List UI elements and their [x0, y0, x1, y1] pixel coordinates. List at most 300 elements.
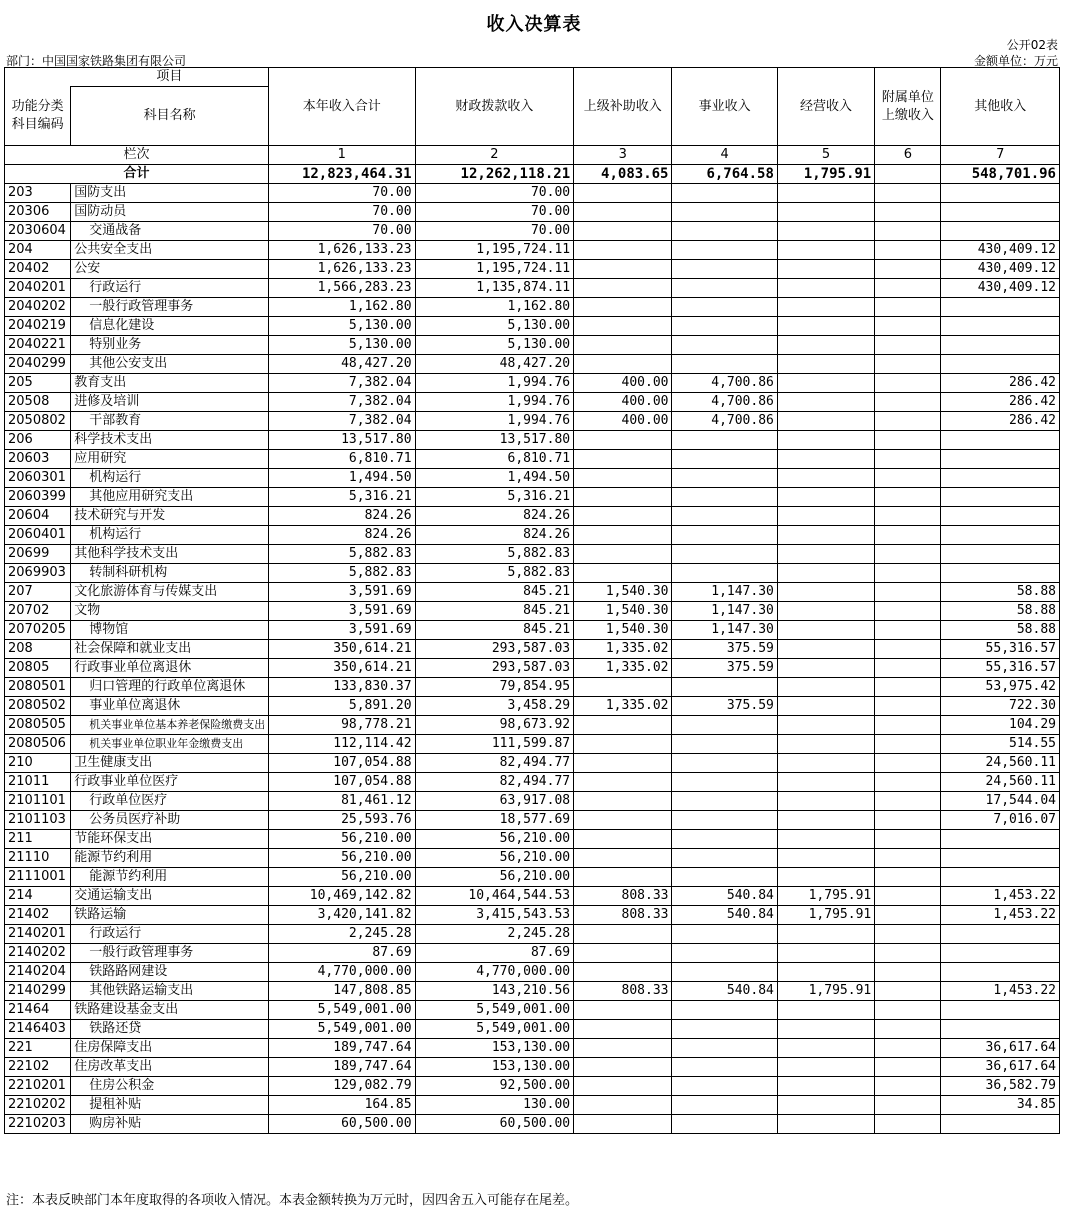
- row-value: [672, 222, 777, 241]
- row-value: [574, 507, 672, 526]
- row-value: 63,917.08: [415, 792, 574, 811]
- row-name: 一般行政管理事务: [71, 944, 269, 963]
- row-value: [574, 203, 672, 222]
- row-value: 3,420,141.82: [268, 906, 415, 925]
- row-value: [875, 507, 941, 526]
- row-value: [875, 1077, 941, 1096]
- row-code: 2080501: [5, 678, 71, 697]
- row-name: 行政事业单位离退休: [71, 659, 269, 678]
- row-value: [941, 944, 1060, 963]
- row-value: [875, 697, 941, 716]
- row-code: 211: [5, 830, 71, 849]
- row-code: 2040299: [5, 355, 71, 374]
- row-value: [875, 868, 941, 887]
- row-name: 博物馆: [71, 621, 269, 640]
- row-value: 1,494.50: [268, 469, 415, 488]
- row-value: 1,335.02: [574, 697, 672, 716]
- row-value: 808.33: [574, 906, 672, 925]
- row-value: 3,415,543.53: [415, 906, 574, 925]
- row-value: 514.55: [941, 735, 1060, 754]
- row-value: [777, 849, 874, 868]
- row-value: 5,130.00: [415, 317, 574, 336]
- row-value: [941, 317, 1060, 336]
- row-value: 133,830.37: [268, 678, 415, 697]
- row-code: 2069903: [5, 564, 71, 583]
- row-value: [875, 583, 941, 602]
- row-value: [574, 469, 672, 488]
- row-value: [875, 1020, 941, 1039]
- row-code: 2210203: [5, 1115, 71, 1134]
- row-code: 204: [5, 241, 71, 260]
- row-code: 21011: [5, 773, 71, 792]
- row-name: 事业单位离退休: [71, 697, 269, 716]
- row-value: [941, 450, 1060, 469]
- row-value: 375.59: [672, 697, 777, 716]
- row-value: [875, 602, 941, 621]
- row-value: [941, 564, 1060, 583]
- row-value: [574, 1001, 672, 1020]
- row-value: 104.29: [941, 716, 1060, 735]
- row-code: 22102: [5, 1058, 71, 1077]
- row-value: 286.42: [941, 412, 1060, 431]
- row-value: 56,210.00: [415, 868, 574, 887]
- row-value: [672, 754, 777, 773]
- row-value: [777, 564, 874, 583]
- row-value: [941, 830, 1060, 849]
- row-value: [574, 868, 672, 887]
- row-value: 1,162.80: [415, 298, 574, 317]
- table-row: [5, 507, 1060, 526]
- row-value: [574, 830, 672, 849]
- row-value: [672, 868, 777, 887]
- row-code: 2050802: [5, 412, 71, 431]
- row-name: 进修及培训: [71, 393, 269, 412]
- row-value: 5,130.00: [268, 317, 415, 336]
- row-value: [875, 431, 941, 450]
- row-value: 1,994.76: [415, 393, 574, 412]
- row-code: 2030604: [5, 222, 71, 241]
- row-value: 1,626,133.23: [268, 260, 415, 279]
- table-row: [5, 811, 1060, 830]
- row-value: [777, 640, 874, 659]
- header-col3: 上级补助收入: [574, 68, 672, 146]
- row-value: 7,382.04: [268, 412, 415, 431]
- table-row: [5, 469, 1060, 488]
- row-value: 350,614.21: [268, 640, 415, 659]
- row-code: 20402: [5, 260, 71, 279]
- row-value: 1,540.30: [574, 621, 672, 640]
- table-row: [5, 678, 1060, 697]
- row-name: 特别业务: [71, 336, 269, 355]
- row-value: [574, 792, 672, 811]
- row-value: [672, 944, 777, 963]
- row-value: 18,577.69: [415, 811, 574, 830]
- row-value: 107,054.88: [268, 773, 415, 792]
- row-value: 60,500.00: [415, 1115, 574, 1134]
- row-value: [875, 184, 941, 203]
- row-value: 130.00: [415, 1096, 574, 1115]
- header-name: 科目名称: [71, 87, 269, 146]
- header-code: 功能分类科目编码: [5, 87, 71, 146]
- row-name: 能源节约利用: [71, 868, 269, 887]
- table-row: [5, 374, 1060, 393]
- row-code: 206: [5, 431, 71, 450]
- row-value: 6,810.71: [415, 450, 574, 469]
- row-code: 2146403: [5, 1020, 71, 1039]
- row-code: 2040201: [5, 279, 71, 298]
- table-row: [5, 317, 1060, 336]
- row-value: 808.33: [574, 982, 672, 1001]
- row-value: [875, 887, 941, 906]
- row-value: 3,458.29: [415, 697, 574, 716]
- row-value: [941, 1020, 1060, 1039]
- row-value: [574, 1115, 672, 1134]
- row-value: [672, 792, 777, 811]
- row-value: 48,427.20: [268, 355, 415, 374]
- row-value: 808.33: [574, 887, 672, 906]
- row-code: 2070205: [5, 621, 71, 640]
- row-name: 转制科研机构: [71, 564, 269, 583]
- row-value: [777, 754, 874, 773]
- row-value: 5,549,001.00: [268, 1001, 415, 1020]
- table-row: [5, 412, 1060, 431]
- amount-unit-label: 金额单位：万元: [973, 54, 1058, 68]
- row-value: [672, 849, 777, 868]
- row-value: [875, 1001, 941, 1020]
- row-value: [875, 260, 941, 279]
- row-value: [941, 222, 1060, 241]
- row-value: 143,210.56: [415, 982, 574, 1001]
- row-value: 1,795.91: [777, 982, 874, 1001]
- row-value: 82,494.77: [415, 754, 574, 773]
- row-name: 行政运行: [71, 925, 269, 944]
- row-value: [875, 203, 941, 222]
- row-name: 社会保障和就业支出: [71, 640, 269, 659]
- row-value: [574, 678, 672, 697]
- form-number: 公开02表: [1006, 38, 1058, 52]
- row-value: [875, 716, 941, 735]
- row-value: 824.26: [415, 507, 574, 526]
- total-value: 4,083.65: [574, 165, 672, 184]
- row-value: 70.00: [268, 222, 415, 241]
- row-value: 6,810.71: [268, 450, 415, 469]
- row-value: [574, 431, 672, 450]
- row-value: [875, 488, 941, 507]
- row-name: 公务员医疗补助: [71, 811, 269, 830]
- row-value: [875, 393, 941, 412]
- row-value: 98,778.21: [268, 716, 415, 735]
- row-value: 286.42: [941, 374, 1060, 393]
- row-value: 55,316.57: [941, 640, 1060, 659]
- row-value: [574, 773, 672, 792]
- row-value: [672, 925, 777, 944]
- row-value: [777, 526, 874, 545]
- row-value: [777, 678, 874, 697]
- row-value: [574, 735, 672, 754]
- row-value: [574, 1020, 672, 1039]
- row-value: 375.59: [672, 659, 777, 678]
- row-value: 36,617.64: [941, 1039, 1060, 1058]
- row-value: 3,591.69: [268, 621, 415, 640]
- row-name: 行政单位医疗: [71, 792, 269, 811]
- row-value: [574, 317, 672, 336]
- row-value: 1,994.76: [415, 412, 574, 431]
- row-value: [941, 545, 1060, 564]
- row-value: [672, 450, 777, 469]
- row-value: 1,626,133.23: [268, 241, 415, 260]
- row-name: 购房补贴: [71, 1115, 269, 1134]
- row-code: 2210202: [5, 1096, 71, 1115]
- table-row: [5, 868, 1060, 887]
- row-value: [941, 1115, 1060, 1134]
- table-row: [5, 792, 1060, 811]
- row-name: 其他应用研究支出: [71, 488, 269, 507]
- row-code: 208: [5, 640, 71, 659]
- row-value: 153,130.00: [415, 1039, 574, 1058]
- row-code: 210: [5, 754, 71, 773]
- row-value: [574, 526, 672, 545]
- row-value: [777, 469, 874, 488]
- row-value: [672, 564, 777, 583]
- row-value: [672, 1039, 777, 1058]
- row-code: 2060301: [5, 469, 71, 488]
- total-label: 合计: [5, 165, 269, 184]
- row-value: [777, 1020, 874, 1039]
- table-row: [5, 336, 1060, 355]
- row-value: 7,016.07: [941, 811, 1060, 830]
- row-name: 其他铁路运输支出: [71, 982, 269, 1001]
- row-value: [875, 1115, 941, 1134]
- table-row: [5, 906, 1060, 925]
- column-number-row: [5, 146, 1060, 165]
- row-value: [941, 336, 1060, 355]
- row-value: 5,316.21: [415, 488, 574, 507]
- row-value: [574, 1096, 672, 1115]
- row-value: [574, 336, 672, 355]
- column-number: 7: [941, 146, 1060, 165]
- row-code: 20603: [5, 450, 71, 469]
- row-code: 2210201: [5, 1077, 71, 1096]
- row-name: 铁路建设基金支出: [71, 1001, 269, 1020]
- row-value: [941, 298, 1060, 317]
- row-value: [941, 1001, 1060, 1020]
- total-row: [5, 165, 1060, 184]
- row-value: 430,409.12: [941, 241, 1060, 260]
- column-number-label: 栏次: [5, 146, 269, 165]
- column-number: 4: [672, 146, 777, 165]
- row-value: [875, 1096, 941, 1115]
- row-value: 1,453.22: [941, 906, 1060, 925]
- row-value: 87.69: [415, 944, 574, 963]
- row-value: [875, 298, 941, 317]
- row-value: 58.88: [941, 602, 1060, 621]
- row-value: [777, 279, 874, 298]
- row-name: 铁路运输: [71, 906, 269, 925]
- table-row: [5, 1020, 1060, 1039]
- row-value: 189,747.64: [268, 1039, 415, 1058]
- row-value: [672, 678, 777, 697]
- row-value: [875, 925, 941, 944]
- header-row-item: [5, 68, 1060, 87]
- row-value: [941, 868, 1060, 887]
- table-row: [5, 450, 1060, 469]
- row-value: [777, 602, 874, 621]
- table-row: [5, 184, 1060, 203]
- row-value: 3,591.69: [268, 602, 415, 621]
- row-value: [941, 526, 1060, 545]
- row-code: 205: [5, 374, 71, 393]
- row-value: [777, 1001, 874, 1020]
- row-value: [941, 488, 1060, 507]
- row-code: 207: [5, 583, 71, 602]
- row-code: 2080506: [5, 735, 71, 754]
- row-name: 住房改革支出: [71, 1058, 269, 1077]
- row-value: 3,591.69: [268, 583, 415, 602]
- column-number: 3: [574, 146, 672, 165]
- row-value: 540.84: [672, 906, 777, 925]
- row-value: [672, 545, 777, 564]
- row-value: [777, 697, 874, 716]
- row-code: 2080502: [5, 697, 71, 716]
- row-value: 56,210.00: [268, 830, 415, 849]
- row-value: [574, 944, 672, 963]
- row-value: [777, 507, 874, 526]
- row-value: [574, 564, 672, 583]
- row-value: [777, 716, 874, 735]
- row-value: [574, 1077, 672, 1096]
- row-value: 87.69: [268, 944, 415, 963]
- table-row: [5, 526, 1060, 545]
- row-value: 107,054.88: [268, 754, 415, 773]
- row-value: 1,162.80: [268, 298, 415, 317]
- row-value: [875, 621, 941, 640]
- row-value: [672, 811, 777, 830]
- row-value: [875, 545, 941, 564]
- table-row: [5, 241, 1060, 260]
- row-value: [672, 1077, 777, 1096]
- row-code: 203: [5, 184, 71, 203]
- row-value: 5,549,001.00: [268, 1020, 415, 1039]
- row-value: [941, 355, 1060, 374]
- table-row: [5, 944, 1060, 963]
- row-value: 10,464,544.53: [415, 887, 574, 906]
- row-value: 70.00: [268, 184, 415, 203]
- row-code: 2060399: [5, 488, 71, 507]
- row-value: 56,210.00: [268, 849, 415, 868]
- row-value: [875, 735, 941, 754]
- row-value: 129,082.79: [268, 1077, 415, 1096]
- department-label: 部门：中国国家铁路集团有限公司: [6, 54, 187, 68]
- row-value: [875, 336, 941, 355]
- row-value: [875, 830, 941, 849]
- row-code: 21464: [5, 1001, 71, 1020]
- row-value: [574, 545, 672, 564]
- header-col7: 其他收入: [941, 68, 1060, 146]
- table-row: [5, 564, 1060, 583]
- row-code: 20702: [5, 602, 71, 621]
- row-value: [941, 203, 1060, 222]
- table-row: [5, 754, 1060, 773]
- table-row: [5, 982, 1060, 1001]
- header-col4: 事业收入: [672, 68, 777, 146]
- row-value: 845.21: [415, 621, 574, 640]
- row-value: [777, 830, 874, 849]
- row-value: 5,882.83: [415, 545, 574, 564]
- row-value: 400.00: [574, 393, 672, 412]
- column-number: 5: [777, 146, 874, 165]
- row-value: [777, 488, 874, 507]
- row-value: 24,560.11: [941, 773, 1060, 792]
- row-value: [777, 792, 874, 811]
- row-code: 2101103: [5, 811, 71, 830]
- row-value: [672, 279, 777, 298]
- row-value: 1,195,724.11: [415, 260, 574, 279]
- row-value: 1,335.02: [574, 659, 672, 678]
- row-value: [574, 811, 672, 830]
- row-name: 科学技术支出: [71, 431, 269, 450]
- row-value: 286.42: [941, 393, 1060, 412]
- row-value: [574, 925, 672, 944]
- row-code: 2140204: [5, 963, 71, 982]
- row-name: 节能环保支出: [71, 830, 269, 849]
- column-number: 2: [415, 146, 574, 165]
- header-col6: 附属单位上缴收入: [875, 68, 941, 146]
- row-value: [941, 925, 1060, 944]
- row-value: [875, 526, 941, 545]
- row-name: 能源节约利用: [71, 849, 269, 868]
- row-name: 机关事业单位职业年金缴费支出: [71, 735, 269, 754]
- row-name: 文化旅游体育与传媒支出: [71, 583, 269, 602]
- row-value: [875, 222, 941, 241]
- row-value: [777, 583, 874, 602]
- row-value: [777, 944, 874, 963]
- row-value: [875, 1058, 941, 1077]
- row-value: [777, 1115, 874, 1134]
- row-value: [672, 773, 777, 792]
- row-value: 56,210.00: [268, 868, 415, 887]
- row-value: [574, 1058, 672, 1077]
- row-value: [777, 925, 874, 944]
- row-code: 214: [5, 887, 71, 906]
- row-value: [941, 431, 1060, 450]
- row-value: [574, 488, 672, 507]
- row-value: [875, 1039, 941, 1058]
- row-name: 公安: [71, 260, 269, 279]
- row-value: 147,808.85: [268, 982, 415, 1001]
- row-code: 20699: [5, 545, 71, 564]
- row-value: [777, 621, 874, 640]
- row-value: [574, 963, 672, 982]
- total-value: 12,262,118.21: [415, 165, 574, 184]
- row-value: 112,114.42: [268, 735, 415, 754]
- row-value: [672, 830, 777, 849]
- row-value: [574, 1039, 672, 1058]
- row-value: 1,147.30: [672, 602, 777, 621]
- row-value: [875, 241, 941, 260]
- row-name: 一般行政管理事务: [71, 298, 269, 317]
- row-value: 36,582.79: [941, 1077, 1060, 1096]
- row-value: [672, 1115, 777, 1134]
- row-value: 34.85: [941, 1096, 1060, 1115]
- row-value: [777, 393, 874, 412]
- row-value: [777, 355, 874, 374]
- row-value: 430,409.12: [941, 279, 1060, 298]
- row-value: [672, 507, 777, 526]
- header-item: 项目: [71, 68, 269, 87]
- row-value: [875, 678, 941, 697]
- row-value: [672, 336, 777, 355]
- table-row: [5, 583, 1060, 602]
